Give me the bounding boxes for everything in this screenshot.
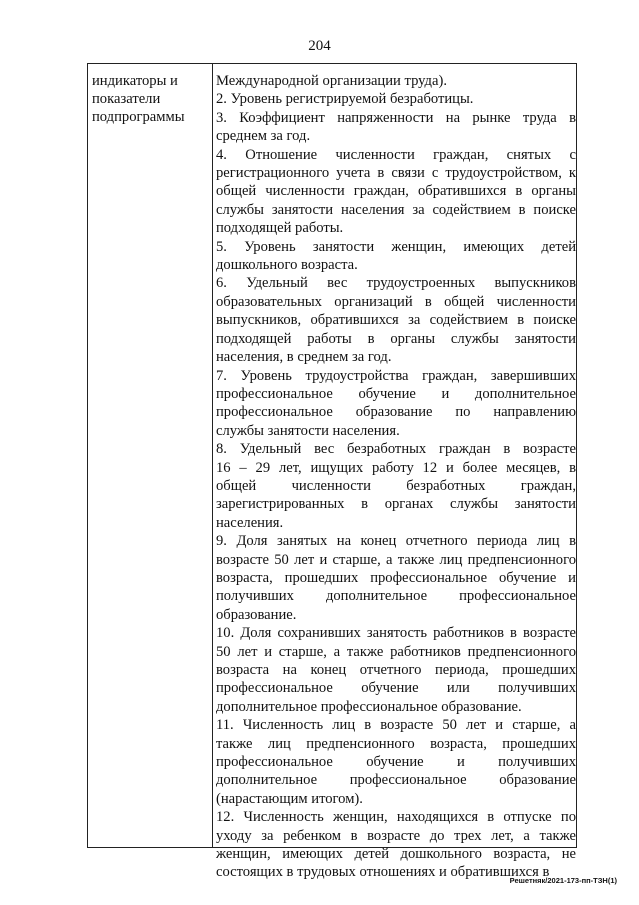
indicator-line: профессиональное обучение и получивших bbox=[216, 754, 576, 771]
indicator-item bbox=[216, 238, 576, 275]
indicator-item bbox=[216, 146, 576, 238]
indicator-line: профессиональное образование по направлению bbox=[216, 404, 576, 421]
indicator-line: женщин, имеющих детей дошкольного возраста, не bbox=[216, 846, 576, 863]
indicator-line: службы занятости населения. bbox=[216, 422, 400, 439]
indicator-line: 10. Доля сохранивших занятость работников в возрасте bbox=[216, 625, 576, 642]
indicator-line: 7. Уровень трудоустройства граждан, завершивших bbox=[216, 367, 576, 384]
indicator-item bbox=[216, 532, 576, 624]
indicator-line: 6. Удельный вес трудоустроенных выпускников bbox=[216, 275, 576, 292]
indicator-line: дошкольного возраста. bbox=[216, 257, 358, 274]
indicator-line: 5. Уровень занятости женщин, имеющих детей bbox=[216, 238, 576, 255]
indicator-item bbox=[216, 109, 576, 146]
indicator-item bbox=[216, 367, 576, 441]
indicator-line: возраста, прошедших профессиональное обучение и bbox=[216, 569, 576, 586]
indicator-line: также лиц предпенсионного возраста, прошедших bbox=[216, 735, 576, 752]
left-cell-label bbox=[92, 72, 210, 126]
indicator-line: дополнительное профессиональное образование. bbox=[216, 698, 522, 715]
page-number: 204 bbox=[308, 38, 331, 54]
indicator-line: 3. Коэффициент напряженности на рынке труда в bbox=[216, 109, 576, 126]
indicator-line: зарегистрированных в органах службы занятости bbox=[216, 496, 576, 513]
indicator-item bbox=[216, 274, 576, 366]
indicator-item bbox=[216, 440, 576, 532]
indicator-line: образование. bbox=[216, 606, 297, 623]
indicator-line: 2. Уровень регистрируемой безработицы. bbox=[216, 91, 474, 108]
indicator-item bbox=[216, 716, 576, 808]
indicator-item bbox=[216, 90, 576, 108]
indicator-line: уходу за ребенком в возрасте до трех лет, а также bbox=[216, 827, 576, 844]
indicator-item bbox=[216, 808, 576, 882]
indicators-table bbox=[87, 63, 577, 881]
indicator-line: общей численности граждан, обратившихся в органы bbox=[216, 183, 576, 200]
indicator-line: дополнительное профессиональное образование bbox=[216, 772, 576, 789]
indicator-line: среднем за год. bbox=[216, 128, 311, 145]
indicator-item bbox=[216, 72, 576, 90]
indicator-line: возрасте 50 лет и старше, а также лиц предпенсионного bbox=[216, 551, 576, 568]
indicator-line: выпускников, обратившихся за содействием в поиске bbox=[216, 312, 576, 329]
left-cell-line: индикаторы и bbox=[92, 73, 178, 89]
indicator-line: Международной организации труда). bbox=[216, 73, 447, 89]
indicator-line: образовательных организаций в общей численности bbox=[216, 293, 576, 310]
indicator-line: профессиональное обучение и дополнительное bbox=[216, 385, 576, 402]
indicator-line: возраста на конец отчетного периода, прошедших bbox=[216, 662, 576, 678]
right-cell-indicators-list bbox=[216, 72, 576, 882]
indicator-line: подходящей работы. bbox=[216, 220, 344, 237]
left-cell-line: показатели bbox=[92, 91, 161, 107]
indicator-item bbox=[216, 624, 576, 716]
indicator-line: 9. Доля занятых на конец отчетного периода лиц в bbox=[216, 533, 576, 550]
indicator-line: населения. bbox=[216, 514, 284, 531]
indicator-line: 8. Удельный вес безработных граждан в возрасте bbox=[216, 441, 576, 458]
indicator-line: населения, в среднем за год. bbox=[216, 349, 392, 366]
indicator-line: общей численности безработных граждан, bbox=[216, 477, 576, 494]
indicator-line: регистрационного учета в связи с трудоустройством, к bbox=[216, 165, 576, 182]
indicator-line: службы занятости населения за содействием в поиске bbox=[216, 201, 576, 218]
indicator-line: 11. Численность лиц в возрасте 50 лет и старше, а bbox=[216, 717, 576, 734]
indicator-line: профессиональное обучение или получивших bbox=[216, 680, 576, 697]
column-divider bbox=[212, 64, 213, 847]
footer-document-code: Решетняк/2021-173-пп-ТЗН(1) bbox=[509, 876, 617, 885]
indicator-line: 50 лет и старше, а также работников предпенсионного bbox=[216, 643, 576, 660]
indicator-line: подходящей работы в органы службы занятости bbox=[216, 330, 576, 347]
indicator-line: состоящих в трудовых отношениях и обратившихся в bbox=[216, 864, 550, 881]
indicator-line: 16 – 29 лет, ищущих работу 12 и более месяцев, в bbox=[216, 459, 576, 476]
indicator-line: (нарастающим итогом). bbox=[216, 790, 363, 807]
left-cell-line: подпрограммы bbox=[92, 109, 185, 125]
indicator-line: получивших дополнительное профессиональное bbox=[216, 588, 576, 605]
indicator-line: 12. Численность женщин, находящихся в отпуске по bbox=[216, 809, 576, 826]
indicator-line: 4. Отношение численности граждан, снятых с bbox=[216, 146, 576, 163]
